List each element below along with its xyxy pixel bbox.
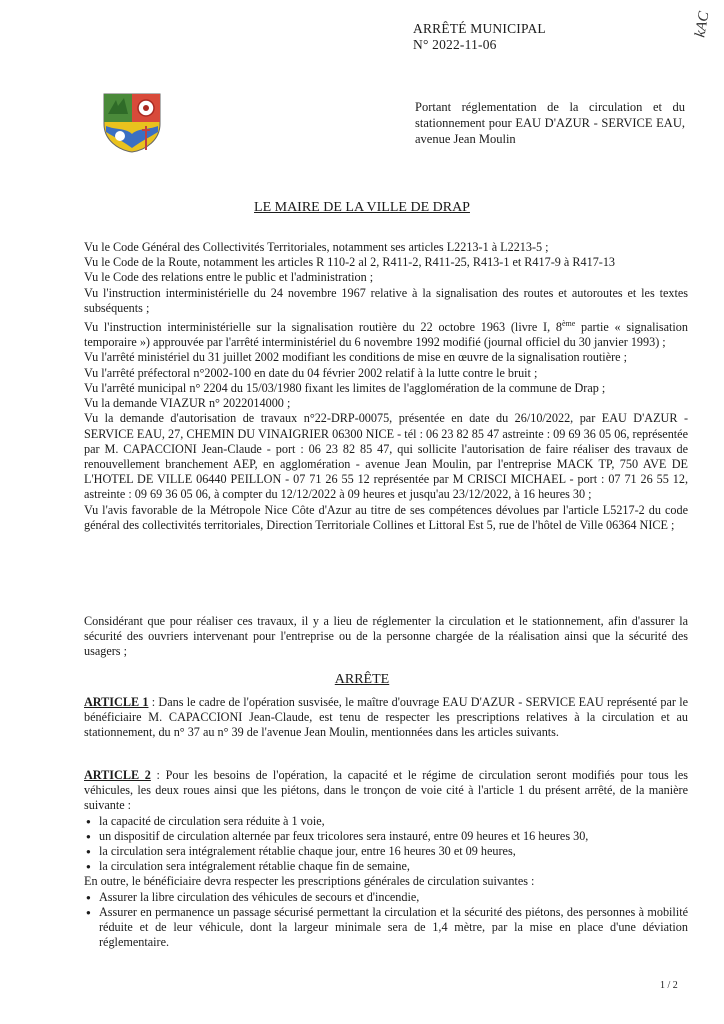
article-1-text: : Dans le cadre de l'opération susvisée, le maître d'ouvrage EAU D'AZUR - SERVICE EAU représenté par le bénéficiaire M. CAPACCIONI Jean-Claude, est tenu de respecter les prescriptions relatives à la circulation et au stationnement, du n° 37 au n° 39 de l'avenue Jean Moulin, mentionnées dans les articles suivants. (84, 695, 688, 740)
mayor-heading: LE MAIRE DE LA VILLE DE DRAP (254, 200, 470, 215)
article-2-measures-list (84, 814, 688, 875)
considerant: Considérant que pour réaliser ces travaux, il y a lieu de réglementer la circulation et le stationnement, afin d'assurer la sécurité des ouvriers intervenant pour l'entreprise ou de la personne chargée de la réalisation ainsi que la sécurité des usagers ; (84, 614, 688, 659)
article-1 (84, 695, 688, 741)
list-item: ● Assurer la libre circulation des véhicules de secours et d'incendie, (99, 890, 688, 905)
article-1-label: ARTICLE 1 (84, 695, 149, 709)
list-item: ● Assurer en permanence un passage sécurisé permettant la circulation et la sécurité des piétons, des personnes à mobilité réduite et de leur véhicule, dont la largeur minimale sera de 1,4 mètre, par la mise en place d'une déviation réglementaire. (99, 905, 688, 951)
vu-demande-viazur: Vu la demande VIAZUR n° 2022014000 ; (84, 396, 291, 411)
vu-section (84, 240, 688, 533)
vu-code-relations: Vu le Code des relations entre le public et l'administration ; (84, 270, 374, 285)
article-2-prescriptions-list (84, 890, 688, 951)
vu-instruction-1967: Vu l'instruction interministérielle du 24 novembre 1967 relative à la signalisation des routes et autoroutes et les textes subséquents ; (84, 285, 688, 315)
vu-cgct: Vu le Code Général des Collectivités Territoriales, notamment ses articles L2213-1 à L2213-5 ; (84, 240, 549, 254)
decree-header (413, 21, 546, 53)
list-item: ● la circulation sera intégralement rétablie chaque jour, entre 16 heures 30 et 09 heures, (99, 844, 688, 859)
vu-demande-travaux: Vu la demande d'autorisation de travaux n°22-DRP-00075, présentée en date du 26/10/2022, par EAU D'AZUR - SERVICE EAU, 27, CHEMIN DU VINAIGRIER 06300 NICE - tél : 06 23 82 85 47 astreinte : 09 69 36 05 06, représentée par M. CAPACCIONI Jean-Claude - port : 06 23 82 85 47, qui sollicite l'autorisation de faire réaliser des travaux de renouvellement branchement AEP, en agglomération - avenue Jean Moulin, par l'entreprise MACK TP, 750 AVE DE L'HOTEL DE VILLE 06440 PEILLON - 07 71 26 55 12 représentée par M CRISCI MICHAEL - port : 07 71 26 55 12, astreinte : 09 69 36 05 06, à compter du 12/12/2022 à 09 heures et jusqu'au 23/12/2022, à 16 heures 30 ; (84, 411, 688, 502)
decree-number: N° 2022-11-06 (413, 37, 497, 52)
coat-of-arms-logo (100, 90, 164, 154)
list-item: ● un dispositif de circulation alternée par feux tricolores sera instauré, entre 09 heures et 16 heures 30, (99, 829, 688, 844)
arrete-heading: ARRÊTE (334, 672, 390, 687)
article-2-text: : Pour les besoins de l'opération, la capacité et le régime de circulation seront modifiés pour tous les véhicules, les deux roues ainsi que les piétons, dans le tronçon de voie cité à l'article 1 du présent arrêté, de la manière suivante : (84, 768, 688, 813)
page-number: 1 / 2 (660, 980, 678, 991)
decree-subject: Portant réglementation de la circulation et du stationnement pour EAU D'AZUR - SERVICE EAU, avenue Jean Moulin (415, 100, 685, 146)
vu-instruction-1963: Vu l'instruction interministérielle sur la signalisation routière du 22 octobre 1963 (livre I, 8ème partie « signalisation temporaire ») approuvée par l'arrêté interministériel du 6 novembre 1992 modifié (journal officiel du 30 janvier 1993) ; (84, 319, 688, 350)
article-2-en-outre: En outre, le bénéficiaire devra respecter les prescriptions générales de circulation suivantes : (84, 874, 535, 889)
list-item: ● la capacité de circulation sera réduite à 1 voie, (99, 814, 688, 829)
handwritten-initials: kAC (692, 10, 713, 39)
vu-arrete-prefectoral: Vu l'arrêté préfectoral n°2002-100 en date du 04 février 2002 relatif à la lutte contre le bruit ; (84, 365, 538, 380)
article-2 (84, 768, 688, 950)
vu-code-route: Vu le Code de la Route, notamment les articles R 110-2 al 2, R411-2, R411-25, R413-1 et R417-9 à R417-13 (84, 255, 616, 270)
vu-avis-metropole: Vu l'avis favorable de la Métropole Nice Côte d'Azur au titre de ses compétences dévolues par l'article L5217-2 du code général des collectivités territoriales, Direction Territoriale Collines et Littoral Est 5, rue de l'hôtel de Ville 06364 NICE ; (84, 502, 688, 532)
vu-arrete-2002: Vu l'arrêté ministériel du 31 juillet 2002 modifiant les conditions de mise en œuvre de la signalisation routière ; (84, 350, 628, 365)
article-2-label: ARTICLE 2 (84, 768, 151, 782)
list-item: ● la circulation sera intégralement rétablie chaque fin de semaine, (99, 859, 688, 874)
vu-arrete-municipal: Vu l'arrêté municipal n° 2204 du 15/03/1980 fixant les limites de l'agglomération de la commune de Drap ; (84, 380, 606, 395)
decree-title: ARRÊTÉ MUNICIPAL (413, 21, 546, 36)
